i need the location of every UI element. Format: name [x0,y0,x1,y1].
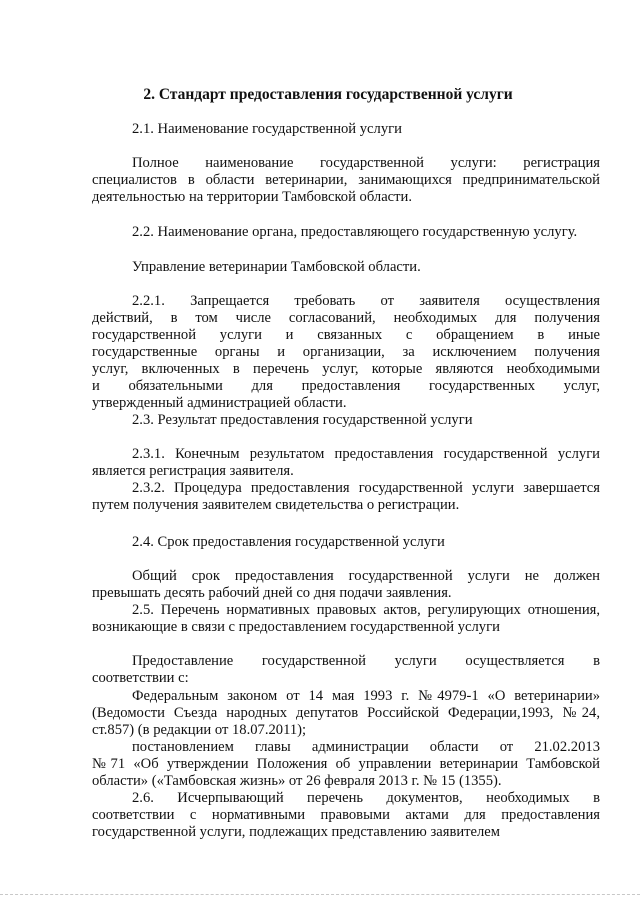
paragraph-line: 2.6. Исчерпывающий перечень документов, необходимых в [132,790,600,806]
paragraph-line: соответствии с нормативными правовыми актами для предоставления [92,807,600,823]
subsection-title: 2.5. Перечень нормативных правовых актов, регулирующих отношения, [132,602,600,618]
paragraph-line: (Ведомости Съезда народных депутатов Российской Федерации,1993, №24, [92,705,600,721]
paragraph-line: постановлением главы администрации области от 21.02.2013 [132,739,600,755]
paragraph-line: Полное наименование государственной услуги: регистрация [132,155,600,171]
paragraph-line: утвержденный администрацией области. [92,395,347,411]
subsection-title: 2.2. Наименование органа, предоставляющего государственную услугу. [132,224,578,240]
paragraph-line: путем получения заявителем свидетельства о регистрации. [92,497,460,513]
subsection-title: возникающие в связи с предоставлением государственной услуги [92,619,500,635]
paragraph-line: 2.3.2. Процедура предоставления государственной услуги завершается [132,480,600,496]
paragraph-line: №71 «Об утверждении Положения об управлении ветеринарии Тамбовской [92,756,600,772]
paragraph-line: Управление ветеринарии Тамбовской области. [132,259,421,275]
paragraph-line: Предоставление государственной услуги осуществляется в [132,653,600,669]
paragraph-line: государственной услуги и связанных с обращением в иные [92,327,600,343]
paragraph-line: государственной услуги, подлежащих представлению заявителем [92,824,500,840]
subsection-title: 2.4. Срок предоставления государственной услуги [132,534,445,550]
paragraph-line: деятельностью на территории Тамбовской области. [92,189,412,205]
subsection-title: 2.3. Результат предоставления государственной услуги [132,412,473,428]
paragraph-line: государственные органы и организации, за исключением получения [92,344,600,360]
paragraph-line: соответствии с: [92,670,189,686]
paragraph-line: специалистов в области ветеринарии, занимающихся предпринимательской [92,172,600,188]
paragraph-line: и обязательными для предоставления государственных услуг, [92,378,600,394]
paragraph-line: Федеральным законом от 14 мая 1993 г. №4979-1 «О ветеринарии» [132,688,600,704]
paragraph-line: 2.3.1. Конечным результатом предоставления государственной услуги [132,446,600,462]
subsection-title: 2.1. Наименование государственной услуги [132,121,402,137]
paragraph-line: Общий срок предоставления государственной услуги не должен [132,568,600,584]
paragraph-line: действий, в том числе согласований, необходимых для получения [92,310,600,326]
paragraph-line: услуг, включенных в перечень услуг, которые являются необходимыми [92,361,600,377]
paragraph-line: области» («Тамбовская жизнь» от 26 февраля 2013 г. № 15 (1355). [92,773,502,789]
paragraph-line: является регистрация заявителя. [92,463,294,479]
paragraph-line: ст.857) (в редакции от 18.07.2011); [92,722,307,738]
paragraph-line: превышать десять рабочий дней со дня подачи заявления. [92,585,452,601]
section-heading: 2. Стандарт предоставления государственной услуги [143,86,513,103]
scan-edge-divider [0,894,640,895]
paragraph-line: 2.2.1. Запрещается требовать от заявителя осуществления [132,293,600,309]
